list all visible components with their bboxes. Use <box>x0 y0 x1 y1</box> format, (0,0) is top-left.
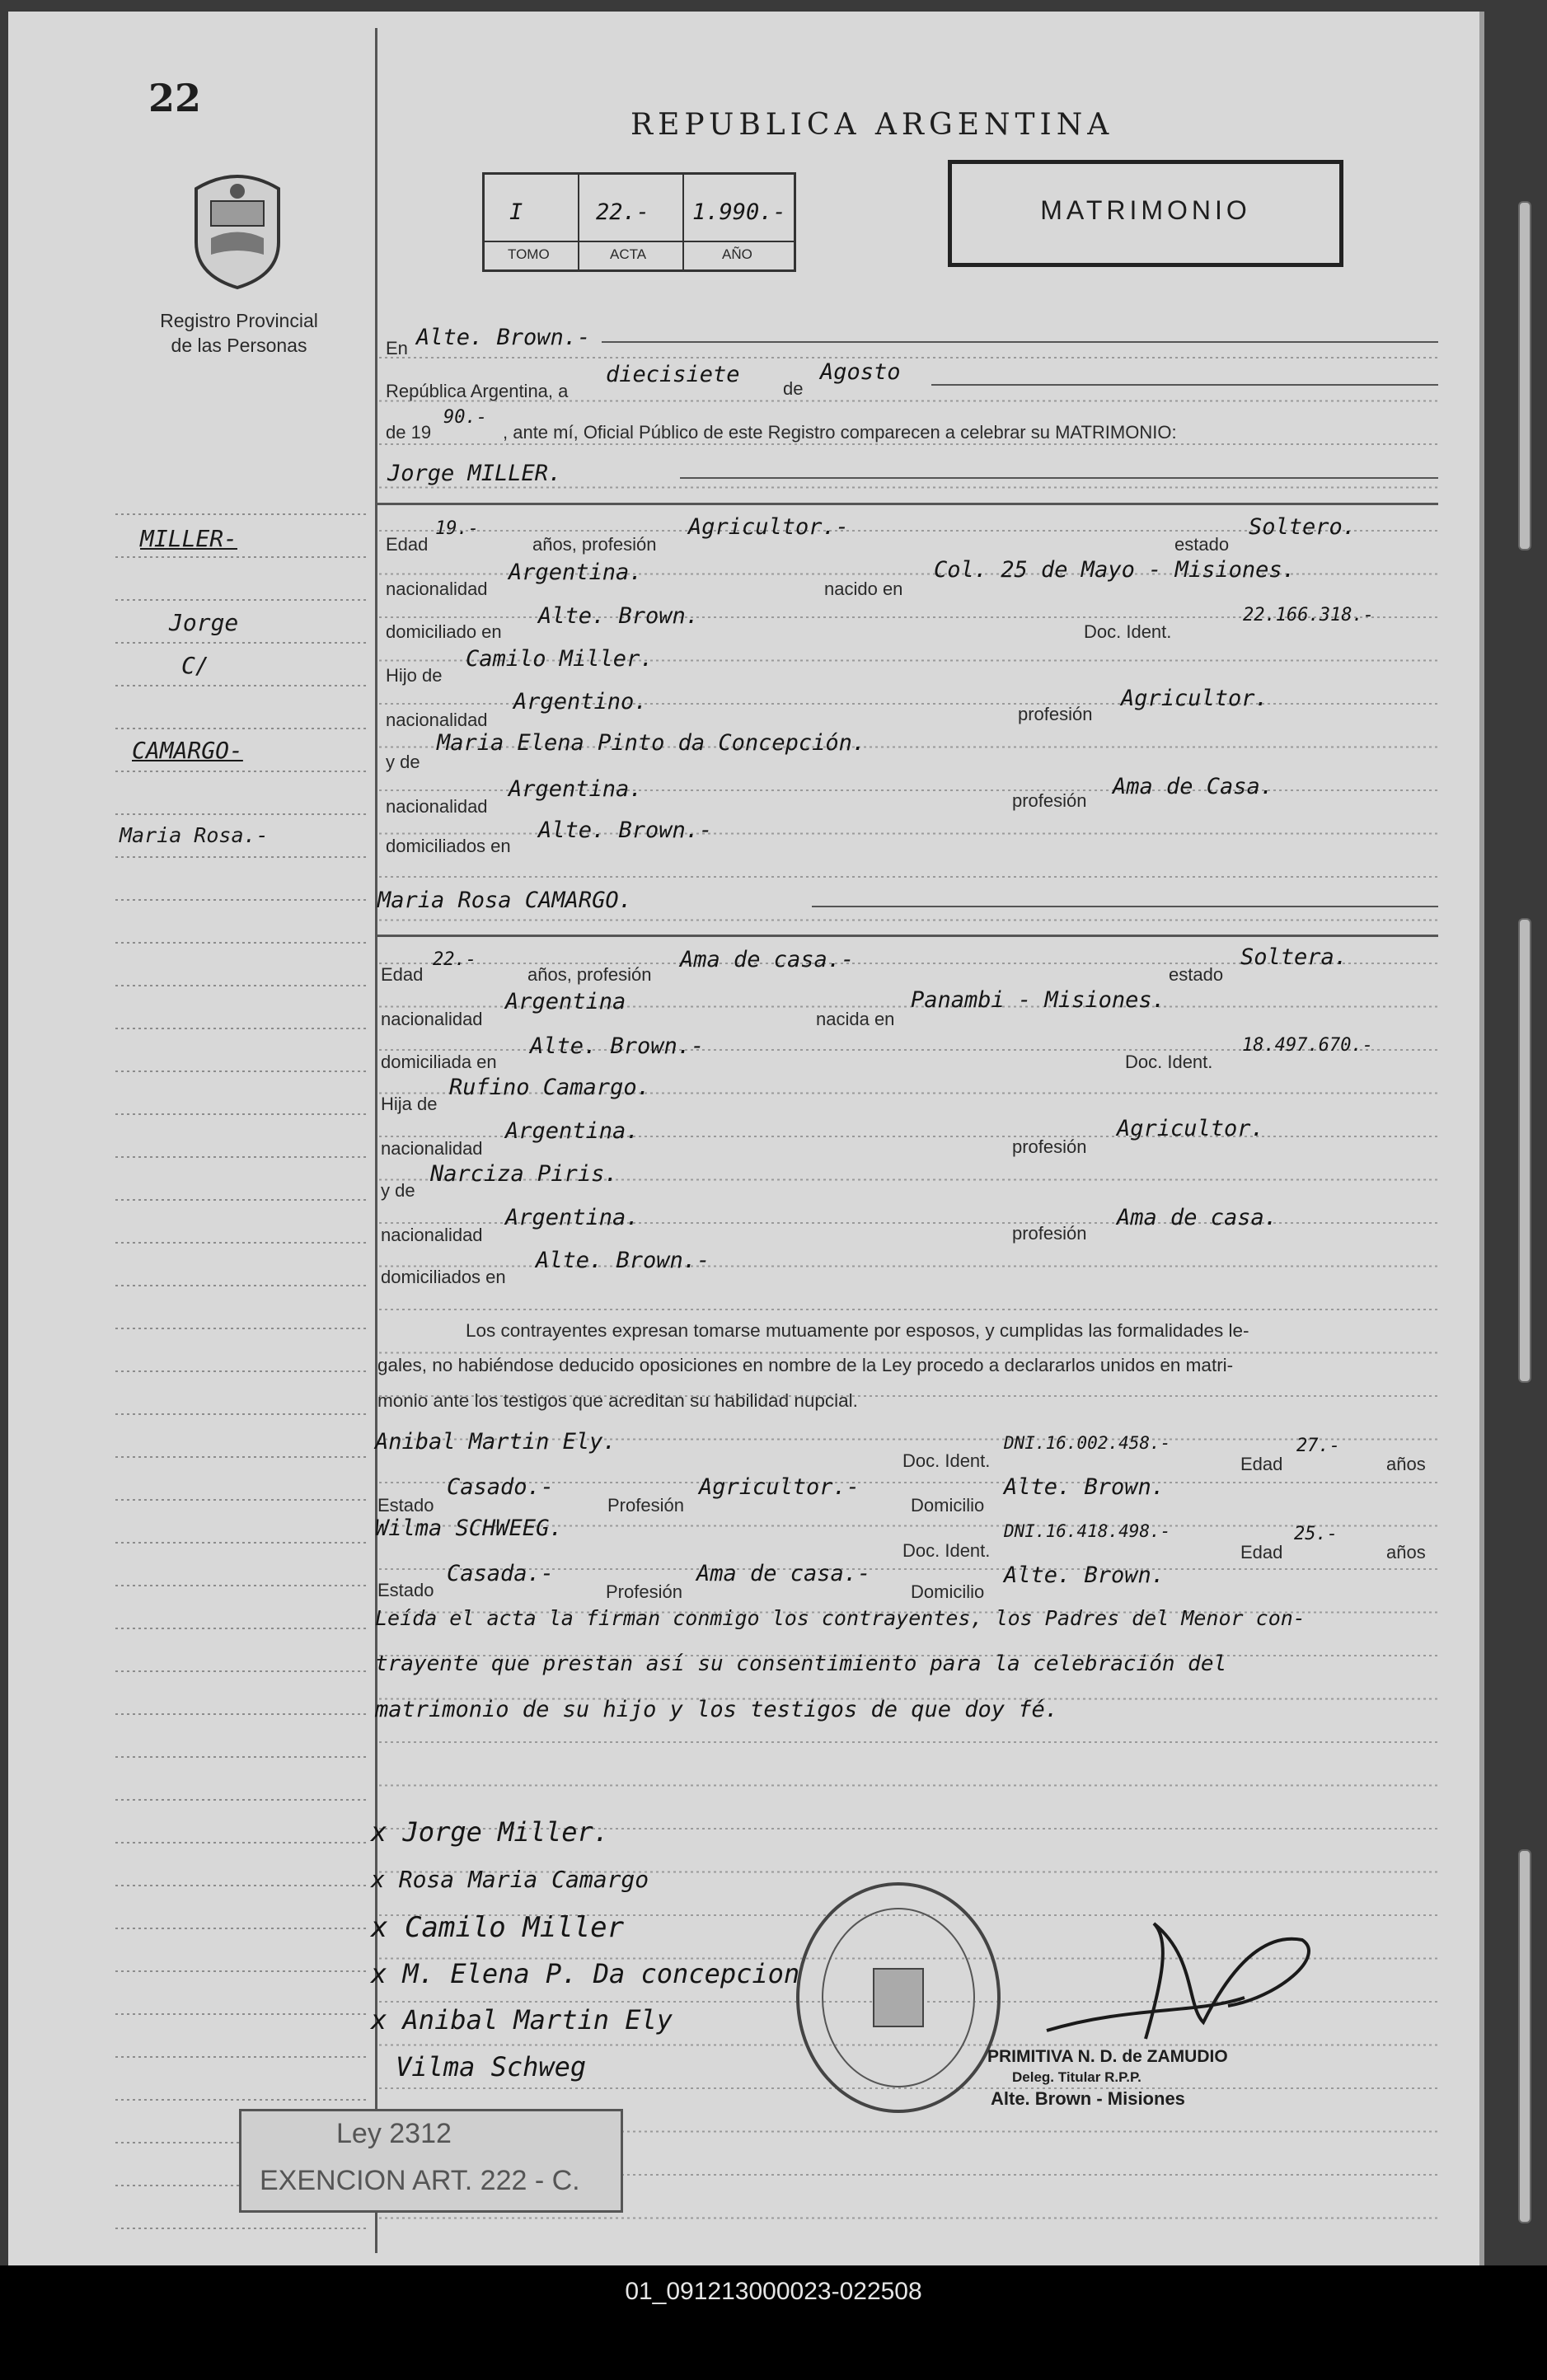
province-coat-of-arms-icon <box>188 168 287 292</box>
witness1-anios-label: años <box>1386 1454 1426 1474</box>
groom-nacido-label: nacido en <box>824 579 903 599</box>
witness1-name: Anibal Martin Ely. <box>375 1429 616 1455</box>
groom-father-nat: Argentino. <box>513 689 648 714</box>
margin-groom-surname: MILLER- <box>140 525 238 552</box>
witness2-doc-label: Doc. Ident. <box>902 1540 991 1561</box>
binding-ring-bottom <box>1518 1849 1531 2223</box>
witness2-profession: Ama de casa.- <box>696 1561 871 1586</box>
groom-mother-prof: Ama de Casa. <box>1113 774 1274 799</box>
groom-anios-label: años, profesión <box>532 534 657 555</box>
margin-bride-given: Maria Rosa.- <box>120 823 269 847</box>
closing-line-3: matrimonio de su hijo y los testigos de que doy fé. <box>375 1697 1059 1722</box>
bride-father: Rufino Camargo. <box>449 1075 650 1100</box>
signature-bride: x Rosa Maria Camargo <box>371 1866 649 1893</box>
margin-groom-given: Jorge <box>169 609 239 636</box>
witness2-name: Wilma SCHWEEG. <box>375 1516 563 1541</box>
groom-profession: Agricultor.- <box>688 514 850 540</box>
scan-footer <box>0 2265 1547 2380</box>
groom-name: Jorge MILLER. <box>387 461 562 486</box>
official-name: PRIMITIVA N. D. de ZAMUDIO <box>987 2047 1228 2066</box>
bride-yde-label: y de <box>381 1180 415 1201</box>
signature-mother: x M. Elena P. Da concepcion <box>371 1958 800 1989</box>
witness1-prof-label: Profesión <box>607 1495 684 1516</box>
bride-birthplace: Panambi - Misiones. <box>911 987 1165 1013</box>
groom-estado-label: estado <box>1174 534 1230 555</box>
groom-parents-dom: Alte. Brown.- <box>538 818 713 843</box>
bride-domicile: Alte. Brown.- <box>530 1033 705 1059</box>
witness2-estado-label: Estado <box>377 1580 434 1600</box>
witness2-age: 25.- <box>1294 1524 1338 1544</box>
witness1-dom-label: Domicilio <box>911 1495 985 1516</box>
groom-father-prof-label: profesión <box>1018 704 1093 724</box>
groom-status: Soltero. <box>1249 514 1357 540</box>
bride-nat-label: nacionalidad <box>381 1009 483 1029</box>
witness1-doc: DNI.16.002.458.- <box>1004 1433 1171 1453</box>
anio-label: AÑO <box>722 246 752 262</box>
margin-groom-initial: C/ <box>181 652 209 679</box>
exemption-stamp <box>239 2109 623 2213</box>
bride-mother-nat-label: nacionalidad <box>381 1225 483 1245</box>
bride-anios-label: años, profesión <box>527 964 652 985</box>
intro-clause: , ante mí, Oficial Público de este Registro comparecen a celebrar su MATRIMONIO: <box>503 422 1177 443</box>
margin-ruling <box>25 506 371 2253</box>
groom-edad-label: Edad <box>386 534 429 555</box>
bride-profession: Ama de casa.- <box>680 947 855 972</box>
intro-month: Agosto <box>820 359 901 385</box>
groom-nat-label: nacionalidad <box>386 579 488 599</box>
groom-hijo-label: Hijo de <box>386 665 443 686</box>
bride-status: Soltera. <box>1240 944 1348 970</box>
intro-de19-label: de 19 <box>386 422 432 443</box>
bride-mother-prof-label: profesión <box>1012 1223 1087 1244</box>
footer-id: 01_091213000023-022508 <box>625 2278 922 2305</box>
signature-groom: x Jorge Miller. <box>371 1816 609 1848</box>
intro-en-label: En <box>386 338 408 358</box>
intro-de-label: de <box>783 378 804 399</box>
bride-mother-nat: Argentina. <box>505 1205 640 1230</box>
groom-nationality: Argentina. <box>509 560 643 585</box>
intro-day: diecisiete <box>606 362 740 387</box>
bride-name: Maria Rosa CAMARGO. <box>377 888 632 913</box>
acta-label: ACTA <box>610 246 647 262</box>
signature-father: x Camilo Miller <box>371 1911 625 1944</box>
witness1-profession: Agricultor.- <box>699 1474 860 1500</box>
witness2-prof-label: Profesión <box>606 1581 682 1602</box>
declaration-line-2: gales, no habiéndose deducido oposiciones en nombre de la Ley procedo a declararlos unidos en matri- <box>377 1355 1234 1375</box>
witness2-doc: DNI.16.418.498.- <box>1004 1521 1171 1541</box>
closing-line-1: Leída el acta la firman conmigo los contrayentes, los Padres del Menor con- <box>375 1606 1306 1630</box>
signature-witness1: x Anibal Martin Ely <box>371 2004 673 2036</box>
official-title: Deleg. Titular R.P.P. <box>1012 2069 1141 2085</box>
act-type: MATRIMONIO <box>1040 195 1251 225</box>
bride-father-nat: Argentina. <box>505 1118 640 1144</box>
bride-father-prof-label: profesión <box>1012 1136 1087 1157</box>
closing-line-2: trayente que prestan así su consentimiento para la celebración del <box>375 1651 1227 1676</box>
groom-domicile: Alte. Brown. <box>538 603 700 629</box>
register-page <box>8 12 1484 2265</box>
official-place: Alte. Brown - Misiones <box>991 2088 1185 2109</box>
country-title: REPUBLICA ARGENTINA <box>631 108 1114 142</box>
witness1-doc-label: Doc. Ident. <box>902 1450 991 1471</box>
registry-seal <box>791 1878 1006 2117</box>
bride-mother-prof: Ama de casa. <box>1117 1205 1278 1230</box>
binding-ring-top <box>1518 201 1531 550</box>
witness2-domicile: Alte. Brown. <box>1004 1562 1165 1588</box>
intro-place: Alte. Brown.- <box>416 325 591 350</box>
bride-estado-label: estado <box>1169 964 1224 985</box>
declaration-line-1: Los contrayentes expresan tomarse mutuamente por esposos, y cumplidas las formalidades le- <box>466 1320 1249 1341</box>
page-number: 22 <box>148 76 202 120</box>
margin-bride-surname: CAMARGO- <box>132 737 243 764</box>
intro-year: 90.- <box>443 407 487 428</box>
act-reference-box <box>482 172 796 272</box>
witness1-domicile: Alte. Brown. <box>1004 1474 1165 1500</box>
groom-father-nat-label: nacionalidad <box>386 710 488 730</box>
tomo-label: TOMO <box>508 246 550 262</box>
acta-value: 22.- <box>596 199 650 225</box>
bride-dom-label: domiciliada en <box>381 1052 497 1072</box>
groom-mother-nat-label: nacionalidad <box>386 796 488 817</box>
bride-nationality: Argentina <box>505 989 626 1014</box>
witness1-edad-label: Edad <box>1240 1454 1283 1474</box>
declaration-line-3: monio ante los testigos que acreditan su habilidad nupcial. <box>377 1390 858 1411</box>
witness2-anios-label: años <box>1386 1542 1426 1562</box>
bride-nacida-label: nacida en <box>816 1009 895 1029</box>
act-type-box <box>948 160 1343 267</box>
groom-age: 19.- <box>435 518 479 539</box>
bride-mother: Narciza Piris. <box>430 1161 618 1187</box>
groom-father: Camilo Miller. <box>466 646 654 672</box>
groom-yde-label: y de <box>386 752 420 772</box>
bride-parents-dom: Alte. Brown.- <box>536 1248 710 1273</box>
signature-witness2: Vilma Schweg <box>396 2051 587 2082</box>
bride-age: 22.- <box>433 949 476 970</box>
bride-parents-dom-label: domiciliados en <box>381 1267 506 1287</box>
bride-doc-label: Doc. Ident. <box>1125 1052 1213 1072</box>
tomo-value: I <box>509 199 523 225</box>
groom-dom-label: domiciliado en <box>386 621 502 642</box>
stamp-line-2: EXENCION ART. 222 - C. <box>260 2165 580 2196</box>
intro-republica-label: República Argentina, a <box>386 381 569 401</box>
anio-value: 1.990.- <box>692 199 786 225</box>
bride-doc: 18.497.670.- <box>1242 1035 1373 1056</box>
binding-ring-mid <box>1518 918 1531 1383</box>
groom-father-prof: Agricultor. <box>1121 686 1268 711</box>
bride-father-nat-label: nacionalidad <box>381 1138 483 1159</box>
groom-mother: Maria Elena Pinto da Concepción. <box>437 730 866 756</box>
groom-birthplace: Col. 25 de Mayo - Misiones. <box>934 557 1296 583</box>
witness2-edad-label: Edad <box>1240 1542 1283 1562</box>
groom-parents-dom-label: domiciliados en <box>386 836 511 856</box>
groom-mother-nat: Argentina. <box>509 776 643 802</box>
witness2-status: Casada.- <box>447 1561 555 1586</box>
witness2-dom-label: Domicilio <box>911 1581 985 1602</box>
witness1-age: 27.- <box>1296 1436 1340 1456</box>
bride-father-prof: Agricultor. <box>1117 1116 1264 1141</box>
groom-doc: 22.166.318.- <box>1243 605 1374 625</box>
bride-edad-label: Edad <box>381 964 424 985</box>
registry-name: Registro Provincial de las Personas <box>160 310 318 356</box>
witness1-status: Casado.- <box>447 1474 555 1500</box>
official-signature <box>1030 1907 1343 2055</box>
groom-doc-label: Doc. Ident. <box>1084 621 1172 642</box>
witness1-estado-label: Estado <box>377 1495 434 1516</box>
stamp-line-1: Ley 2312 <box>336 2118 452 2149</box>
groom-mother-prof-label: profesión <box>1012 790 1087 811</box>
bride-hija-label: Hija de <box>381 1094 438 1114</box>
